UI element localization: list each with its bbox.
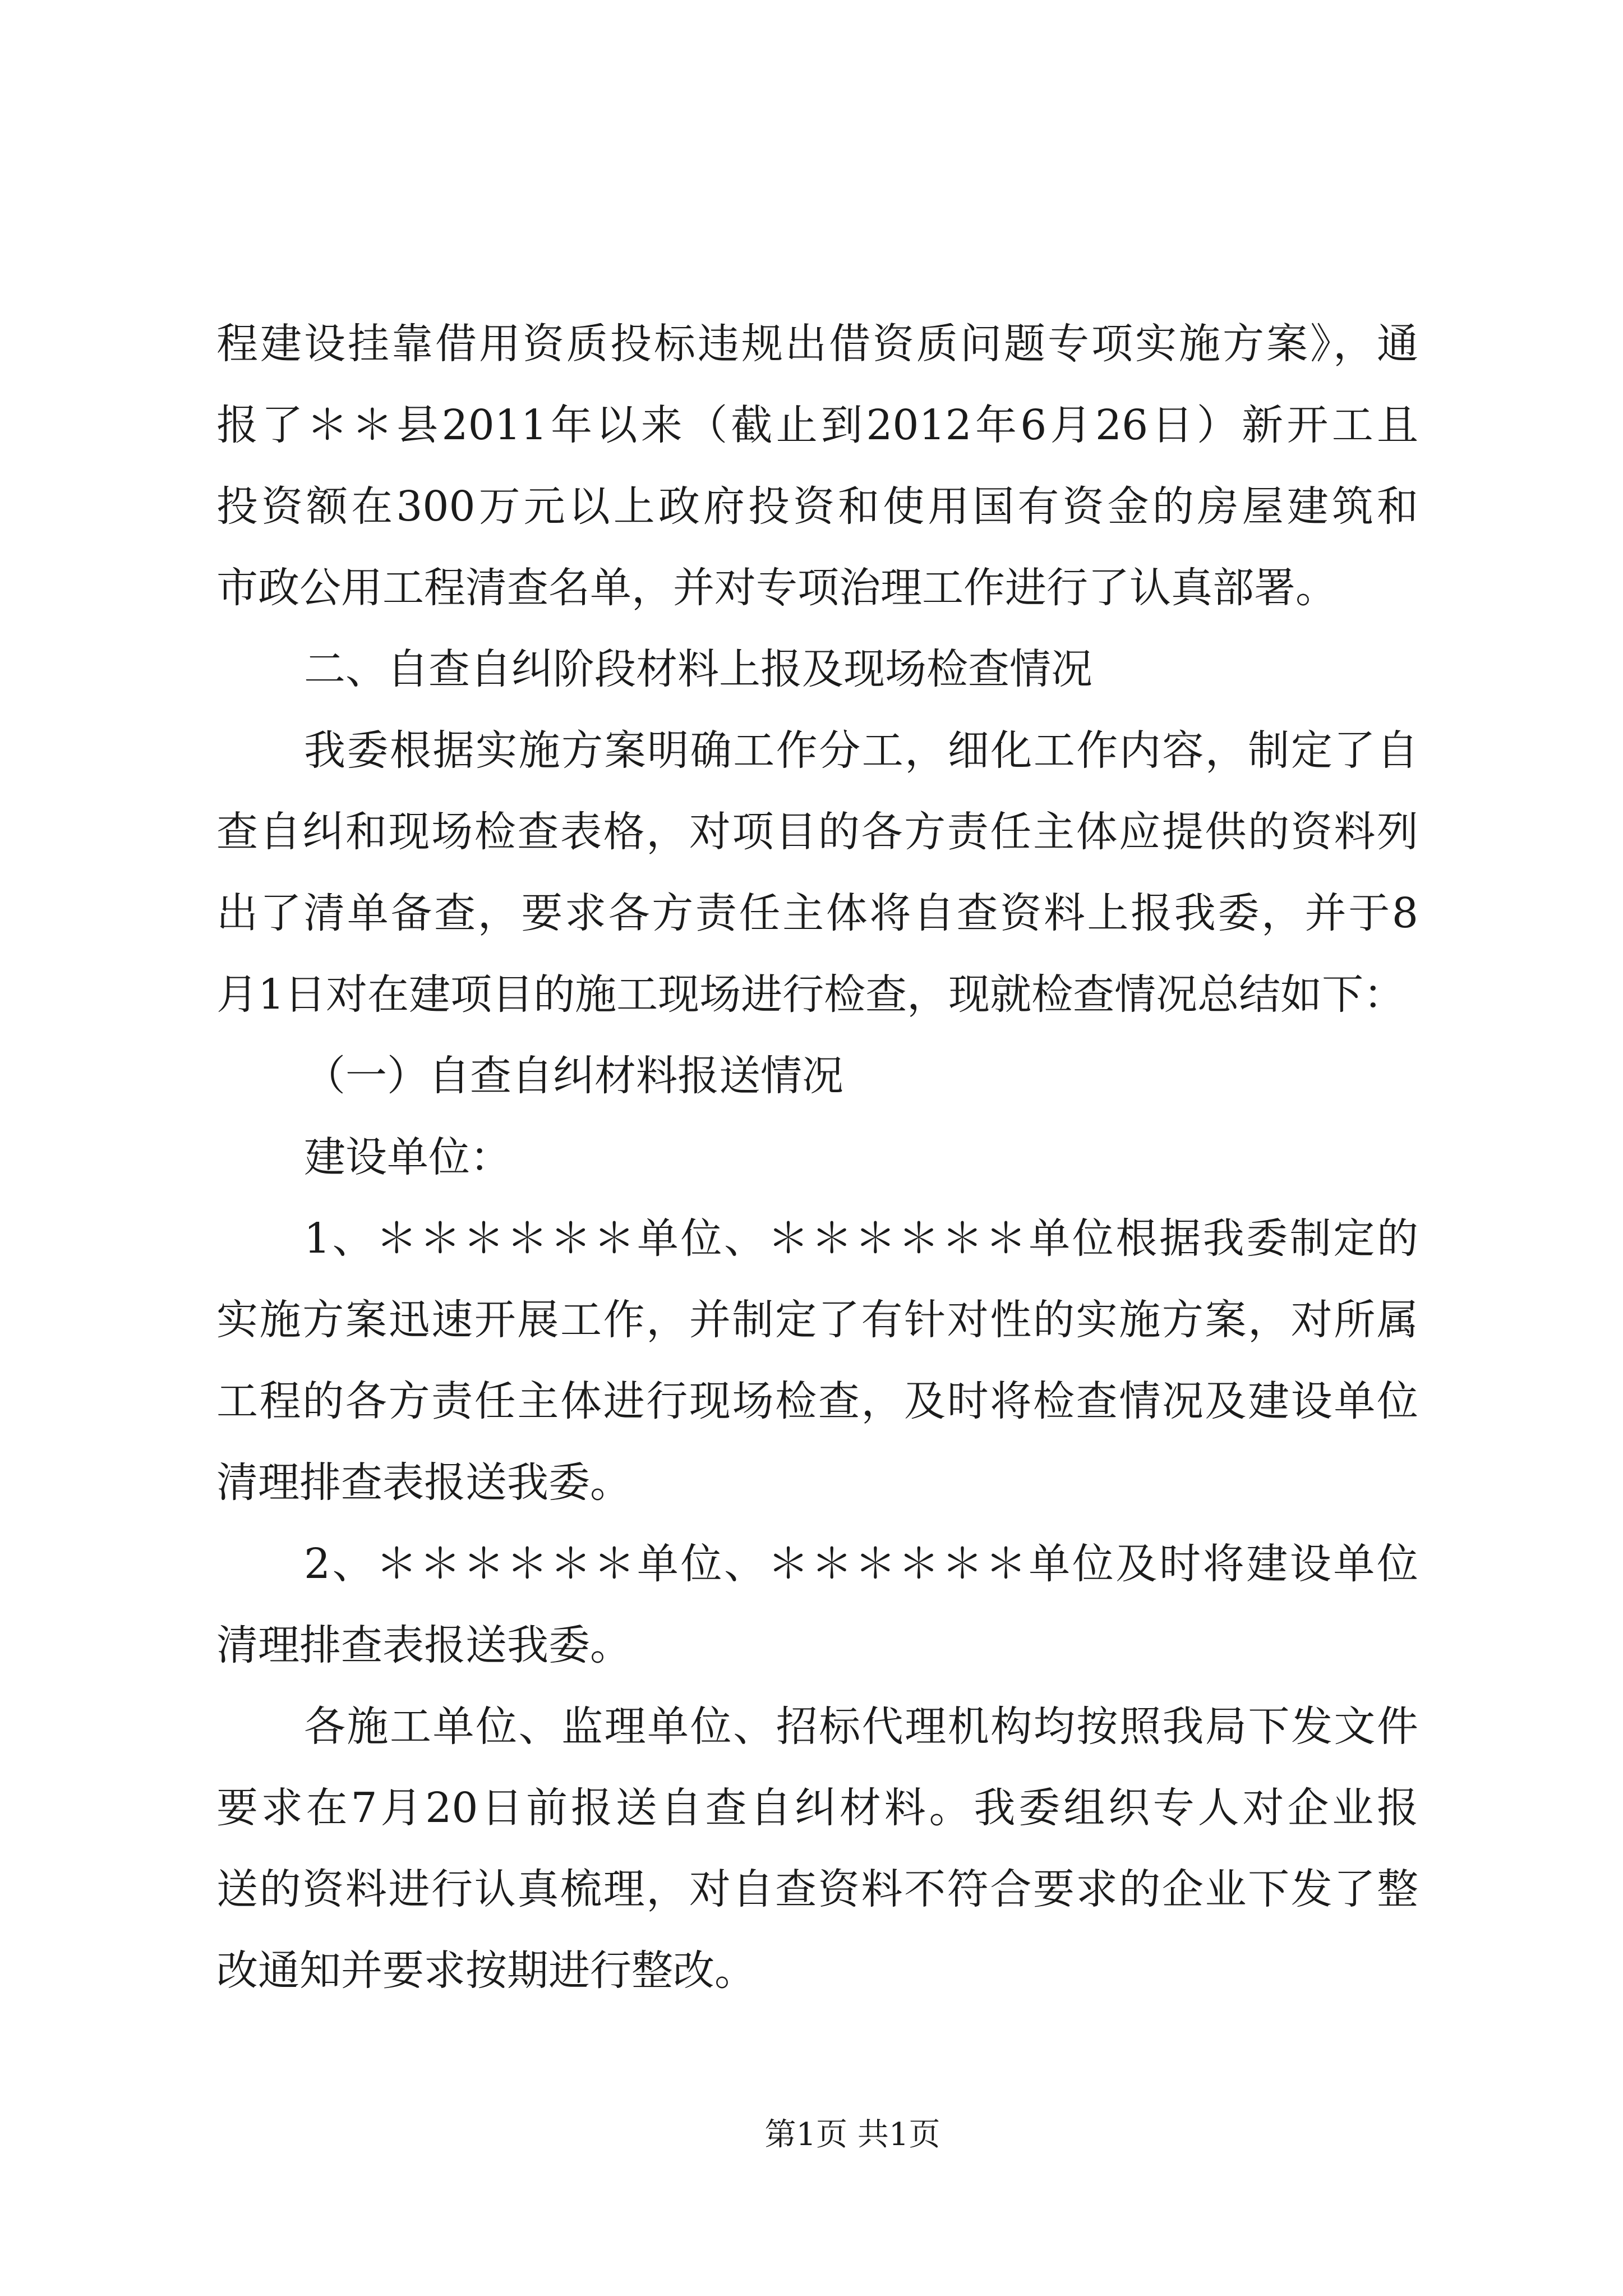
text-line: 查自纠和现场检查表格，对项目的各方责任主体应提供的资料列 xyxy=(216,808,1418,856)
paragraph xyxy=(216,303,1418,629)
text-line: 2、＊＊＊＊＊＊单位、＊＊＊＊＊＊单位及时将建设单位 xyxy=(304,1540,1418,1588)
page-number-label: 第1页 共1页 xyxy=(764,2116,940,2153)
text-line: 改通知并要求按期进行整改。 xyxy=(216,1947,756,1995)
text-line: 投资额在300万元以上政府投资和使用国有资金的房屋建筑和 xyxy=(216,482,1418,531)
page-footer xyxy=(729,2113,976,2157)
document-body xyxy=(216,303,1418,2012)
text-line: 各施工单位、监理单位、招标代理机构均按照我局下发文件 xyxy=(304,1703,1418,1751)
text-line: 建设单位： xyxy=(304,1133,511,1181)
text-line: 清理排查表报送我委。 xyxy=(216,1458,631,1507)
text-line: 月1日对在建项目的施工现场进行检查，现就检查情况总结如下： xyxy=(216,970,1405,1019)
subsection-heading xyxy=(216,1036,1418,1117)
text-line: 送的资料进行认真梳理，对自查资料不符合要求的企业下发了整 xyxy=(216,1865,1418,1913)
text-line: 出了清单备查，要求各方责任主体将自查资料上报我委，并于8 xyxy=(216,889,1418,937)
heading-line: 二、自查自纠阶段材料上报及现场检查情况 xyxy=(304,645,1092,693)
text-line: 清理排查表报送我委。 xyxy=(216,1621,631,1669)
text-line: 工程的各方责任主体进行现场检查，及时将检查情况及建设单位 xyxy=(216,1377,1418,1425)
text-line: 我委根据实施方案明确工作分工，细化工作内容，制定了自 xyxy=(304,726,1418,775)
text-line: 1、＊＊＊＊＊＊单位、＊＊＊＊＊＊单位根据我委制定的 xyxy=(304,1214,1418,1263)
paragraph xyxy=(216,1524,1418,1686)
text-line: 程建设挂靠借用资质投标违规出借资质问题专项实施方案》，通 xyxy=(216,320,1418,368)
paragraph xyxy=(216,710,1418,1036)
paragraph xyxy=(216,1117,1418,1198)
text-line: 报了＊＊县2011年以来（截止到2012年6月26日）新开工且 xyxy=(216,401,1418,449)
text-line: 实施方案迅速开展工作，并制定了有针对性的实施方案，对所属 xyxy=(216,1296,1418,1344)
section-heading xyxy=(216,629,1418,710)
heading-line: （一）自查自纠材料报送情况 xyxy=(304,1052,843,1100)
text-line: 市政公用工程清查名单，并对专项治理工作进行了认真部署。 xyxy=(216,564,1337,612)
paragraph xyxy=(216,1198,1418,1524)
paragraph xyxy=(216,1686,1418,2012)
text-line: 要求在7月20日前报送自查自纠材料。我委组织专人对企业报 xyxy=(216,1784,1418,1832)
